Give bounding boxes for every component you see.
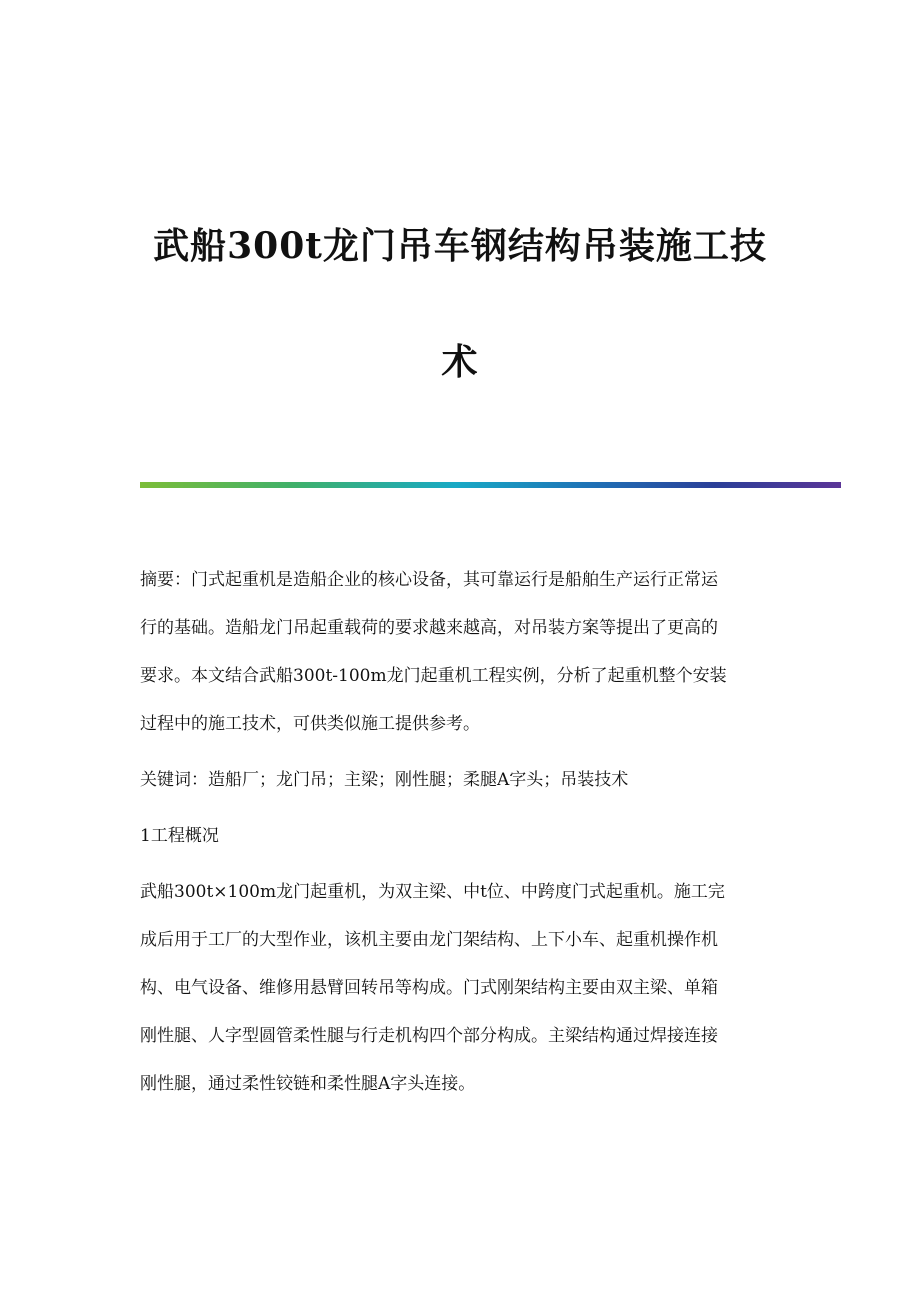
title-line-1: 武船300t龙门吊车钢结构吊装施工技	[153, 225, 767, 267]
paragraph-line: 刚性腿，通过柔性铰链和柔性腿A字头连接。	[140, 1074, 476, 1094]
paragraph-line: 成后用于工厂的大型作业，该机主要由龙门架结构、上下小车、起重机操作机	[140, 930, 718, 950]
title-divider	[140, 482, 841, 488]
paragraph-line: 构、电气设备、维修用悬臂回转吊等构成。门式刚架结构主要由双主梁、单箱	[140, 978, 718, 998]
paragraph-line: 刚性腿、人字型圆管柔性腿与行走机构四个部分构成。主梁结构通过焊接连接	[140, 1026, 718, 1046]
section-paragraph	[140, 868, 780, 1108]
abstract-line: 摘要：门式起重机是造船企业的核心设备，其可靠运行是船舶生产运行正常运	[140, 570, 718, 590]
paragraph-line: 武船300t×100m龙门起重机，为双主梁、中t位、中跨度门式起重机。施工完	[140, 882, 725, 902]
section-heading	[140, 812, 780, 860]
abstract-line: 行的基础。造船龙门吊起重载荷的要求越来越高，对吊装方案等提出了更高的	[140, 618, 718, 638]
abstract-line: 过程中的施工技术，可供类似施工提供参考。	[140, 714, 480, 734]
document-title	[140, 188, 780, 420]
title-line-2: 术	[441, 341, 479, 383]
section-heading-text: 1工程概况	[140, 826, 219, 846]
keywords-text: 关键词：造船厂；龙门吊；主梁；刚性腿；柔腿A字头；吊装技术	[140, 770, 629, 790]
abstract-line: 要求。本文结合武船300t-100m龙门起重机工程实例，分析了起重机整个安装	[140, 666, 727, 686]
keywords-line	[140, 756, 780, 804]
abstract-paragraph	[140, 556, 780, 748]
